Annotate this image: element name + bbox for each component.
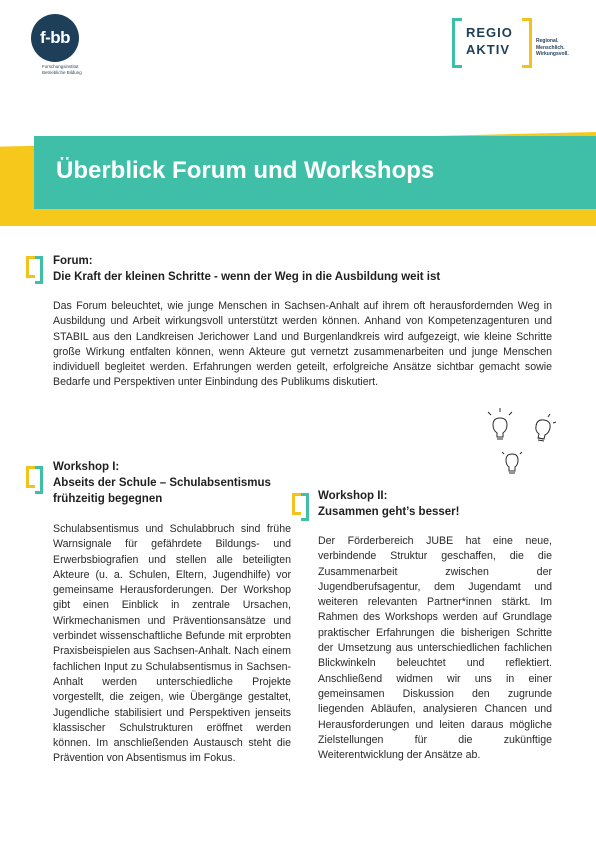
regio-tagline-3: Wirkungsvoll.	[536, 51, 569, 57]
regio-tagline-2: Menschlich.	[536, 44, 565, 51]
regio-tagline	[536, 38, 569, 58]
workshop2-subtitle: Zusammen geht’s besser!	[318, 506, 460, 518]
workshop1-text: Schulabsentismus und Schulabbruch sind frühe Warnsignale für gefährdete Bildungs- und Erwerbsbiografien und stellen alle beteiligten Akteure (u. a. Schulen, Eltern, Jugendhilfe) vor gemeinsame Herausforderungen. Der Workshop gibt einen Einblick in zentrale Ursachen, Wirkmechanismen und Präventionsansätze und verbindet wissenschaftliche Befunde mit erprobten Praxisbeispielen aus Sachsen-Anhalt. Nach einem fachlichen Input zu Schulabsentismus in Sachsen-Anhalt werden unterschiedliche Projekte vorgestellt, die zeigen, wie Übergänge gestaltet, Jugendliche stabilisiert und Perspektiven jenseits klassischer Schulstrukturen eröffnet werden können. Im anschließenden Austausch steht die Prävention von Absentismus im Fokus.	[53, 523, 291, 765]
section-bracket-icon	[26, 256, 35, 278]
logo-bracket-right	[522, 18, 532, 68]
forum-subtitle: Die Kraft der kleinen Schritte - wenn der Weg in die Ausbildung weit ist	[53, 271, 441, 283]
forum-label: Forum:	[53, 255, 93, 267]
regio-aktiv-wordmark	[466, 24, 513, 58]
regio-tagline-1: Regional.	[536, 38, 559, 44]
workshop1-subtitle-line2: frühzeitig begegnen	[53, 493, 163, 505]
workshop1-subtitle-line1: Abseits der Schule – Schulabsentismus	[53, 477, 271, 489]
workshop2-label: Workshop II:	[318, 490, 388, 502]
section-bracket-icon	[292, 493, 301, 515]
regio-line1: REGIO	[466, 25, 513, 40]
regio-aktiv-logo	[452, 16, 582, 74]
fbb-logo-mark: f-bb	[31, 14, 79, 62]
page-title: Überblick Forum und Workshops	[56, 157, 435, 184]
workshop1-label: Workshop I:	[53, 461, 120, 473]
lightbulb-icon	[482, 404, 562, 484]
forum-text: Das Forum beleuchtet, wie junge Menschen in Sachsen-Anhalt auf ihrem oft herausfordernden Weg in Ausbildung und Arbeit wirkungsvoll unterstützt werden können. Anhand von Kompetenzagenturen und STABIL aus den Landkreisen Jerichower Land und Burgenlandkreis wird aufgezeigt, wie kleine Schritte große Wirkung entfalten können, wenn Akteure gut vernetzt zusammenarbeiten und junge Menschen individuell begleitet werden. Erfahrungen werden geteilt, erfolgreiche Ansätze sichtbar gemacht sowie Bedarfe und Perspektiven unter Einbindung des Publikums diskutiert.	[53, 300, 552, 389]
fbb-logo	[28, 14, 82, 80]
section-bracket-icon	[26, 466, 35, 488]
regio-line2: AKTIV	[466, 42, 510, 57]
fbb-logo-subline: Forschungsinstitut Betriebliche Bildung	[42, 64, 82, 75]
workshop2-text: Der Förderbereich JUBE hat eine neue, verbindende Struktur geschaffen, die die Zusammenarbeit zwischen der Jugendberufsagentur, dem Jugendamt und weiteren relevanten Partner*innen stärkt. Im Rahmen des Workshops werden auf Grundlage praktischer Erfahrungen die bisherigen Schritte der Umsetzung aus unterschiedlichen fachlichen Blickwinkeln beleuchtet und reflektiert. Anschließend widmen wir uns in einer gemeinsamen Diskussion den zugrunde liegenden Abläufen, analysieren Chancen und Herausforderungen und leiten daraus mögliche Zielstellungen für die zukünftige Weiterentwicklung der Ansätze ab.	[318, 535, 552, 762]
logo-bracket-left	[452, 18, 462, 68]
